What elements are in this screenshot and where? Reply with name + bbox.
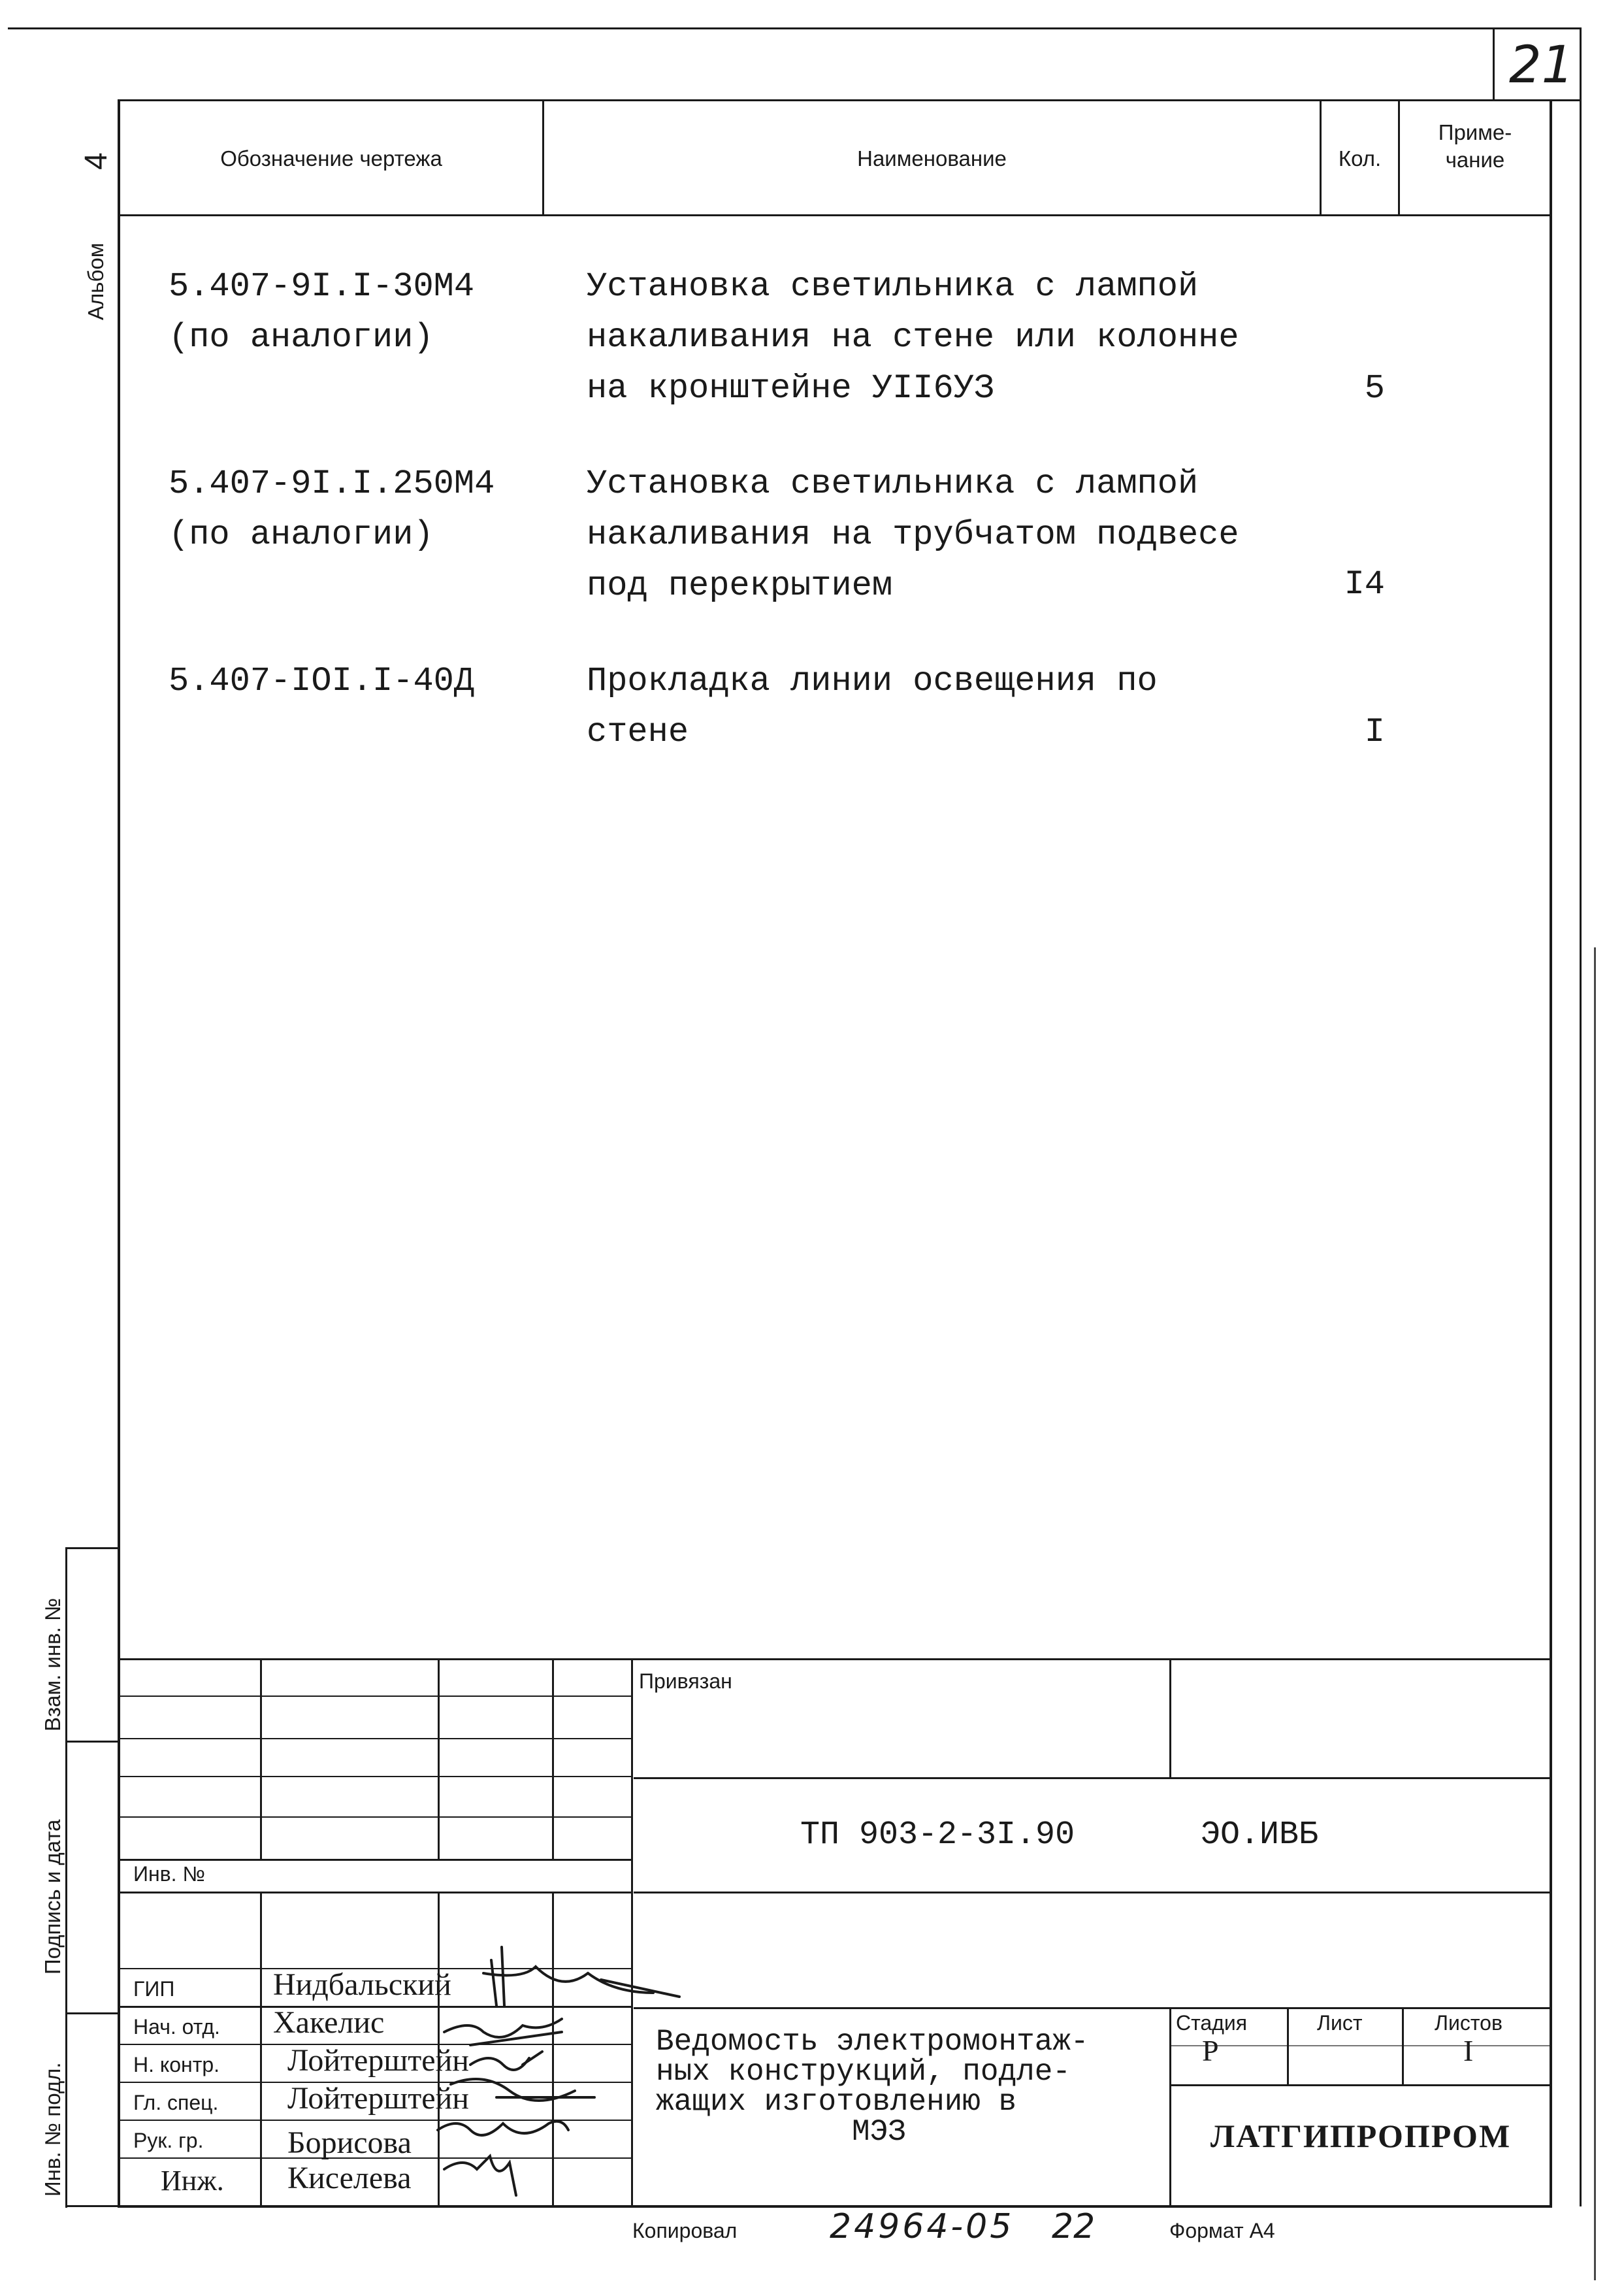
- sheet-label: Лист: [1317, 2011, 1363, 2035]
- title-line: МЭЗ: [852, 2115, 906, 2149]
- row-qty: I4: [1344, 565, 1385, 604]
- format-label: Формат А4: [1169, 2219, 1275, 2242]
- role-gl-spec: Гл. спец.: [133, 2091, 219, 2114]
- signature-nach-otd: [444, 2019, 562, 2045]
- title-line: Ведомость электромонтаж-: [656, 2025, 1089, 2059]
- note-line2: чание: [1445, 148, 1505, 172]
- stage-label: Стадия: [1176, 2011, 1248, 2035]
- signature-gip: [483, 1947, 679, 2006]
- row-name: Установка светильника с лампой накаливания на стене или колонне на кронштейне УII6УЗ: [587, 267, 1239, 408]
- row-qty: I: [1364, 713, 1385, 751]
- title-line: жащих изготовлению в: [656, 2085, 1017, 2119]
- row-code: 5.407-IOI.I-40Д: [169, 662, 475, 700]
- col-header-designation: Обозначение чертежа: [220, 146, 442, 171]
- signature-inzh: [444, 2156, 516, 2195]
- organization: ЛАТГИПРОПРОМ: [1210, 2118, 1512, 2154]
- role-ruk-gr: Рук. гр.: [133, 2129, 204, 2152]
- doc-code: ТП 903-2-3I.90: [800, 1816, 1075, 1854]
- col-header-qty: Кол.: [1338, 146, 1382, 171]
- row-name: Установка светильника с лампой накаливания на трубчатом подвесе под перекрытием: [587, 465, 1239, 605]
- signature-ruk-gr: [438, 2122, 568, 2135]
- stage-value: Р: [1202, 2034, 1219, 2067]
- sheets-label: Листов: [1435, 2011, 1502, 2035]
- signature-gl-spec: [451, 2079, 594, 2101]
- name-inzh: Киселева: [287, 2161, 412, 2195]
- name-ruk-gr: Борисова: [287, 2125, 412, 2160]
- col-header-note: [1400, 119, 1550, 174]
- copy-page: 22: [1052, 2207, 1096, 2246]
- inv-no-label: Инв. №: [133, 1862, 205, 1886]
- role-nach-otd: Нач. отд.: [133, 2015, 220, 2039]
- name-n-kontr: Лойтерштейн: [287, 2043, 469, 2078]
- document-title: [656, 2027, 1089, 2147]
- role-n-kontr: Н. контр.: [133, 2053, 220, 2076]
- sheets-value: I: [1463, 2034, 1474, 2067]
- row-qty: 5: [1364, 369, 1385, 408]
- album-label: Альбом: [84, 242, 108, 320]
- album-number: 4: [79, 152, 114, 170]
- doc-suffix: ЭО.ИВБ: [1201, 1816, 1319, 1854]
- copied-label: Копировал: [632, 2219, 738, 2242]
- row-code: 5.407-9I.I-30M4 (по аналогии): [169, 267, 475, 357]
- name-gl-spec: Лойтерштейн: [287, 2081, 469, 2116]
- copy-number: 24964-05: [830, 2207, 1015, 2246]
- signature-n-kontr: [470, 2052, 542, 2070]
- role-inzh: Инж.: [161, 2165, 224, 2197]
- stamp-podpis-data: Подпись и дата: [41, 1819, 65, 1974]
- title-line: ных конструкций, подле-: [656, 2055, 1071, 2089]
- stamp-inv-podl: Инв. № подл.: [41, 2062, 65, 2197]
- note-line1: Приме-: [1438, 120, 1512, 144]
- name-gip: Нидбальский: [273, 1967, 451, 2002]
- role-gip: ГИП: [133, 1977, 175, 2001]
- row-code: 5.407-9I.I.250M4 (по аналогии): [169, 465, 495, 554]
- page-number: 21: [1509, 36, 1574, 95]
- row-name: Прокладка линии освещения по стене: [587, 662, 1158, 751]
- col-header-name: Наименование: [857, 146, 1007, 171]
- name-nach-otd: Хакелис: [273, 2005, 385, 2040]
- stamp-vzam-inv: Взам. инв. №: [41, 1598, 65, 1731]
- privyazan-label: Привязан: [639, 1669, 732, 1693]
